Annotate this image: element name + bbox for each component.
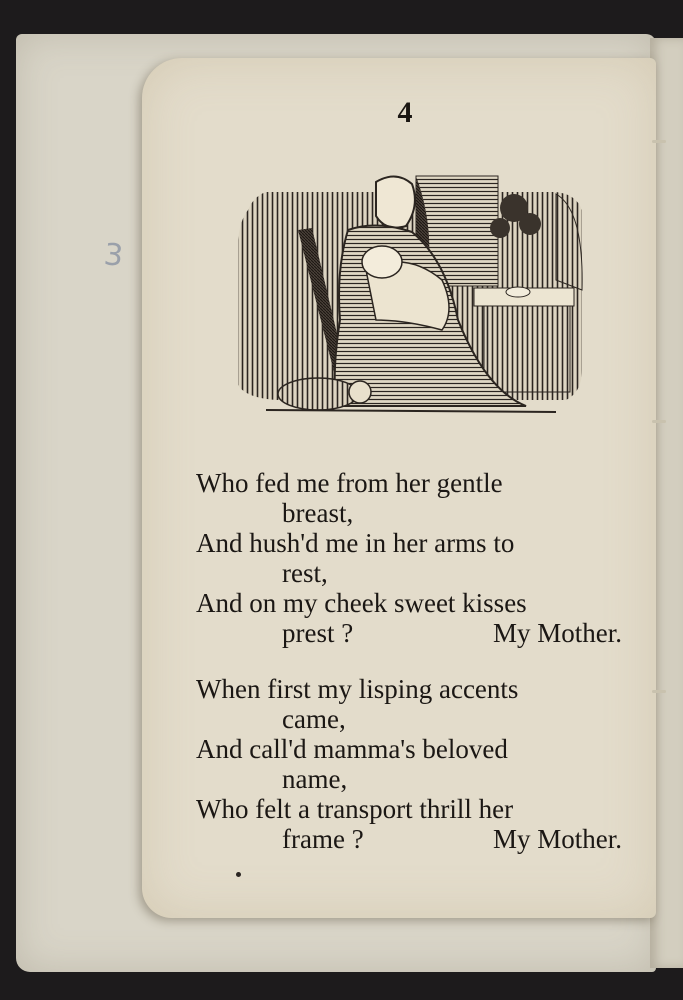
binding-stitch (652, 140, 666, 143)
woodcut-illustration (236, 170, 586, 426)
refrain: My Mother. (492, 824, 622, 854)
verse-line-end: frame ? (282, 824, 364, 854)
margin-pencil-note: 3 (102, 237, 125, 274)
refrain: My Mother. (492, 618, 622, 648)
verse-line: Who fed me from her gentle (196, 468, 503, 498)
verse-line (196, 824, 626, 854)
verse-line: And on my cheek sweet kisses (196, 588, 527, 618)
stanza-2 (196, 674, 626, 854)
verse-line: name, (282, 764, 348, 794)
stanza-1 (196, 468, 626, 648)
verse-line: rest, (282, 558, 328, 588)
page-number: 4 (397, 96, 413, 129)
verse-line: And hush'd me in her arms to (196, 528, 515, 558)
binding-stitch (652, 690, 666, 693)
poem-verse (196, 468, 626, 880)
verse-line-end: prest ? (282, 618, 354, 648)
verse-line: breast, (282, 498, 354, 528)
verse-line: And call'd mamma's beloved (196, 734, 508, 764)
verse-line: came, (282, 704, 346, 734)
verse-line: Who felt a transport thrill her (196, 794, 514, 824)
binding-stitch (652, 420, 666, 423)
verse-line: When first my lisping accents (196, 674, 519, 704)
ink-speck (236, 872, 241, 877)
verse-line (196, 618, 626, 648)
